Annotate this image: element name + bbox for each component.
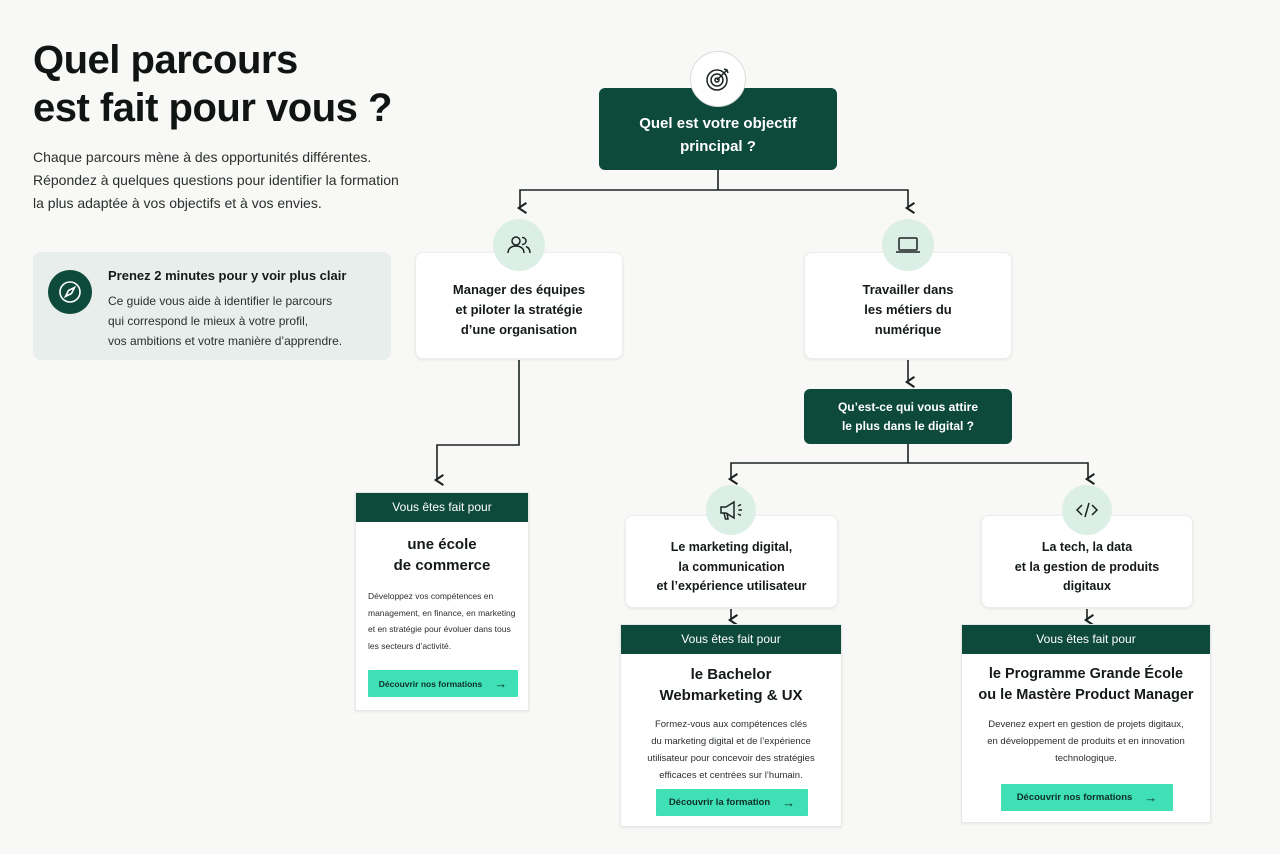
connector-root-right bbox=[718, 190, 908, 208]
option-tech[interactable]: La tech, la data et la gestion de produits digitaux bbox=[981, 515, 1193, 608]
tip-title: Prenez 2 minutes pour y voir plus clair bbox=[108, 268, 347, 283]
option-digital[interactable]: Travailler dans les métiers du numérique bbox=[804, 252, 1012, 359]
tip-text: Ce guide vous aide à identifier le parcours qui correspond le mieux à votre profil, vos ambitions et votre manière d’apprendre. bbox=[108, 294, 343, 348]
result-description: Développez vos compétences en management, en finance, en marketing et en stratégie pour évoluer dans tous les secteurs d’activité. bbox=[368, 591, 516, 651]
option-marketing[interactable]: Le marketing digital, la communication et l’expérience utilisateur bbox=[625, 515, 838, 608]
option-manage[interactable]: Manager des équipes et piloter la stratégie d’une organisation bbox=[415, 252, 623, 359]
result-header: Vous êtes fait pour bbox=[621, 625, 841, 654]
users-icon bbox=[493, 219, 545, 271]
result-header: Vous êtes fait pour bbox=[962, 625, 1210, 654]
result-description: Devenez expert en gestion de projets digitaux, en développement de produits et en innovation technologique. bbox=[987, 719, 1185, 764]
page-title: Quel parcours est fait pour vous ? bbox=[33, 38, 392, 130]
laptop-icon bbox=[882, 219, 934, 271]
result-header: Vous êtes fait pour bbox=[356, 493, 528, 522]
intro-description: Chaque parcours mène à des opportunités différentes. Répondez à quelques questions pour identifier la formation la plus adaptée à vos objectifs et à vos envies. bbox=[33, 149, 399, 211]
discover-formations-button[interactable]: Découvrir nos formations → bbox=[1001, 784, 1173, 811]
result-card-bachelor bbox=[620, 624, 842, 827]
result-title: le Programme Grande École ou le Mastère Product Manager bbox=[978, 666, 1194, 703]
arrow-right-icon: → bbox=[494, 676, 508, 691]
second-question: Qu’est-ce qui vous attire le plus dans le digital ? bbox=[804, 389, 1012, 444]
megaphone-icon bbox=[706, 485, 756, 535]
result-title: le Bachelor Webmarketing & UX bbox=[659, 666, 803, 704]
discover-formations-button[interactable]: Découvrir nos formations → bbox=[368, 670, 518, 697]
code-icon bbox=[1062, 485, 1112, 535]
arrow-right-icon: → bbox=[782, 795, 796, 810]
connector-question2-left bbox=[731, 463, 908, 479]
connector-question2-right bbox=[908, 463, 1088, 479]
result-card-commerce bbox=[355, 492, 529, 711]
connector-root-left bbox=[520, 190, 718, 208]
arrow-right-icon: → bbox=[1144, 790, 1158, 805]
target-icon bbox=[690, 51, 746, 107]
result-title: une école de commerce bbox=[393, 536, 491, 574]
result-description: Formez-vous aux compétences clés du marketing digital et de l’expérience utilisateur pour concevoir des stratégies efficaces et centrées sur l’humain. bbox=[647, 719, 815, 781]
root-question: Quel est votre objectif principal ? bbox=[599, 88, 837, 170]
result-card-pge bbox=[961, 624, 1211, 823]
discover-formation-button[interactable]: Découvrir la formation → bbox=[656, 789, 808, 816]
connector-manage-result bbox=[437, 360, 519, 480]
